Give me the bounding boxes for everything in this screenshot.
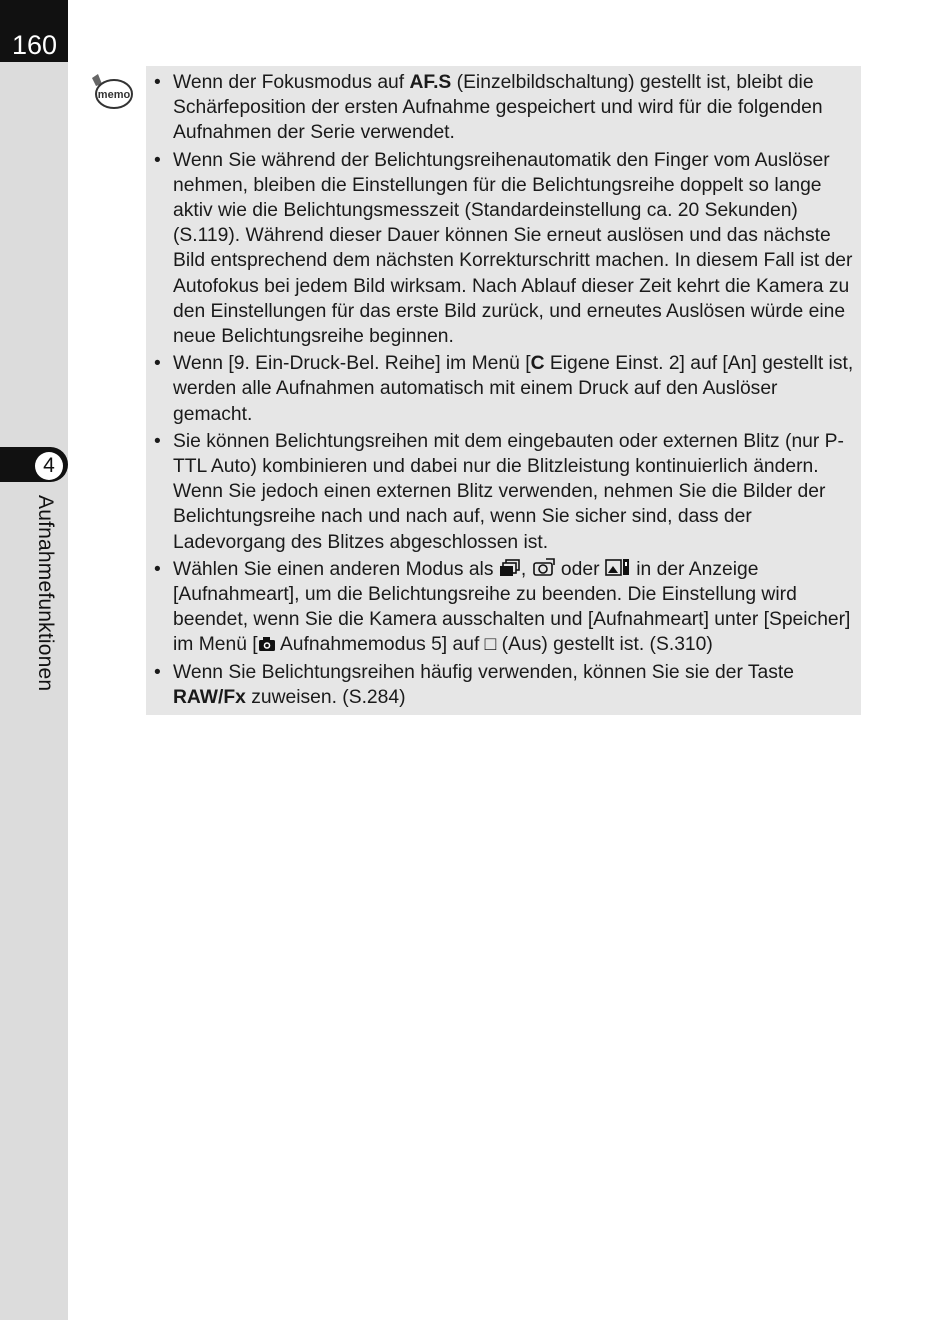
item-6-text-a: Wenn Sie Belichtungsreihen häufig verwenden, können Sie sie der Taste — [173, 661, 794, 683]
bullet: • — [154, 661, 161, 683]
bullet: • — [154, 72, 161, 93]
memo-item-6 — [146, 660, 861, 710]
item-3-text-b: Eigene Einst. 2] auf [An] gestellt ist, werden alle Aufnahmen automatisch mit einem Druck auf den Auslöser gemacht. — [173, 353, 854, 425]
item-3-text-a: Wenn [9. Ein-Druck-Bel. Reihe] im Menü [ — [173, 353, 531, 375]
item-4-text: Sie können Belichtungsreihen mit dem eingebauten oder externen Blitz (nur P-TTL Auto) kombinieren und dabei nur die Blitzleistung kontinuierlich ändern. Wenn Sie jedoch einen externen Blitz verwenden, nehmen Sie die Bilder der Belichtungsreihe nach und nach auf, wenn Sie sicher sind, dass der Ladevorgang des Blitzes abgeschlossen ist. — [173, 430, 844, 553]
memo-item-4 — [146, 429, 861, 555]
item-5-sep: , — [520, 558, 532, 580]
raw-fx-key-label: RAW/Fx — [173, 686, 246, 708]
af-mode-label: AF.S — [409, 72, 452, 93]
interval-mode-icon — [605, 557, 631, 577]
item-2-text: Wenn Sie während der Belichtungsreihenautomatik den Finger vom Auslöser nehmen, bleiben die Einstellungen für die Belichtungsreihe doppelt so lange aktiv wie die Belichtungsmesszeit (Standardeinstellung ca. 20 Sekunden) (S.119). Während dieser Dauer können Sie erneut auslösen und das nächste Bild entsprechend dem nächsten Korrekturschritt machen. In diesem Fall ist der Autofokus bei jedem Bild wirksam. Nach Ablauf dieser Zeit kehrt die Kamera zu den Einstellungen für das erste Bild zurück, und erneutes Auslösen würde eine neue Belichtungsreihe beginnen. — [173, 149, 853, 348]
bullet: • — [154, 149, 161, 171]
item-1-text-b: (Einzelbildschaltung) gestellt ist, bleibt die Schärfeposition der ersten Aufnahme gespeichert und wird für die folgenden Aufnahmen der Serie verwendet. — [173, 72, 823, 144]
memo-icon-label: memo — [97, 89, 131, 101]
item-5-text-d: Aufnahmemodus 5] auf — [275, 634, 485, 656]
memo-item-3 — [146, 351, 861, 427]
bullet: • — [154, 558, 161, 580]
chapter-title: Aufnahmefunktionen — [34, 495, 57, 692]
item-6-text-b: zuweisen. (S.284) — [245, 686, 406, 708]
off-symbol: □ — [484, 634, 497, 656]
memo-icon — [88, 72, 134, 112]
custom-menu-symbol: C — [530, 353, 545, 375]
memo-item-2 — [146, 148, 861, 350]
item-5-text-e: (Aus) gestellt ist. (S.310) — [496, 634, 713, 656]
page-number: 160 — [12, 30, 58, 60]
memo-item-5 — [146, 557, 861, 658]
multi-exposure-mode-icon — [532, 557, 556, 577]
item-5-text-b: oder — [555, 558, 605, 580]
memo-item-1 — [146, 70, 861, 146]
chapter-number: 4 — [35, 452, 63, 480]
camera-icon — [258, 636, 276, 652]
item-5-text-c: in der Anzeige [Aufnahmeart], um die Belichtungsreihe zu beenden. Die Einstellung wird beendet, wenn Sie die Kamera ausschalten und [Aufnahmeart] unter [Speicher] im Menü [ — [173, 558, 851, 656]
bullet: • — [154, 353, 161, 375]
memo-list — [146, 66, 861, 710]
memo-box — [146, 66, 861, 715]
bracketing-mode-icon — [499, 559, 521, 577]
item-5-text-a: Wählen Sie einen anderen Modus als — [173, 558, 499, 580]
bullet: • — [154, 430, 161, 452]
item-1-text-a: Wenn der Fokusmodus auf — [173, 72, 410, 93]
